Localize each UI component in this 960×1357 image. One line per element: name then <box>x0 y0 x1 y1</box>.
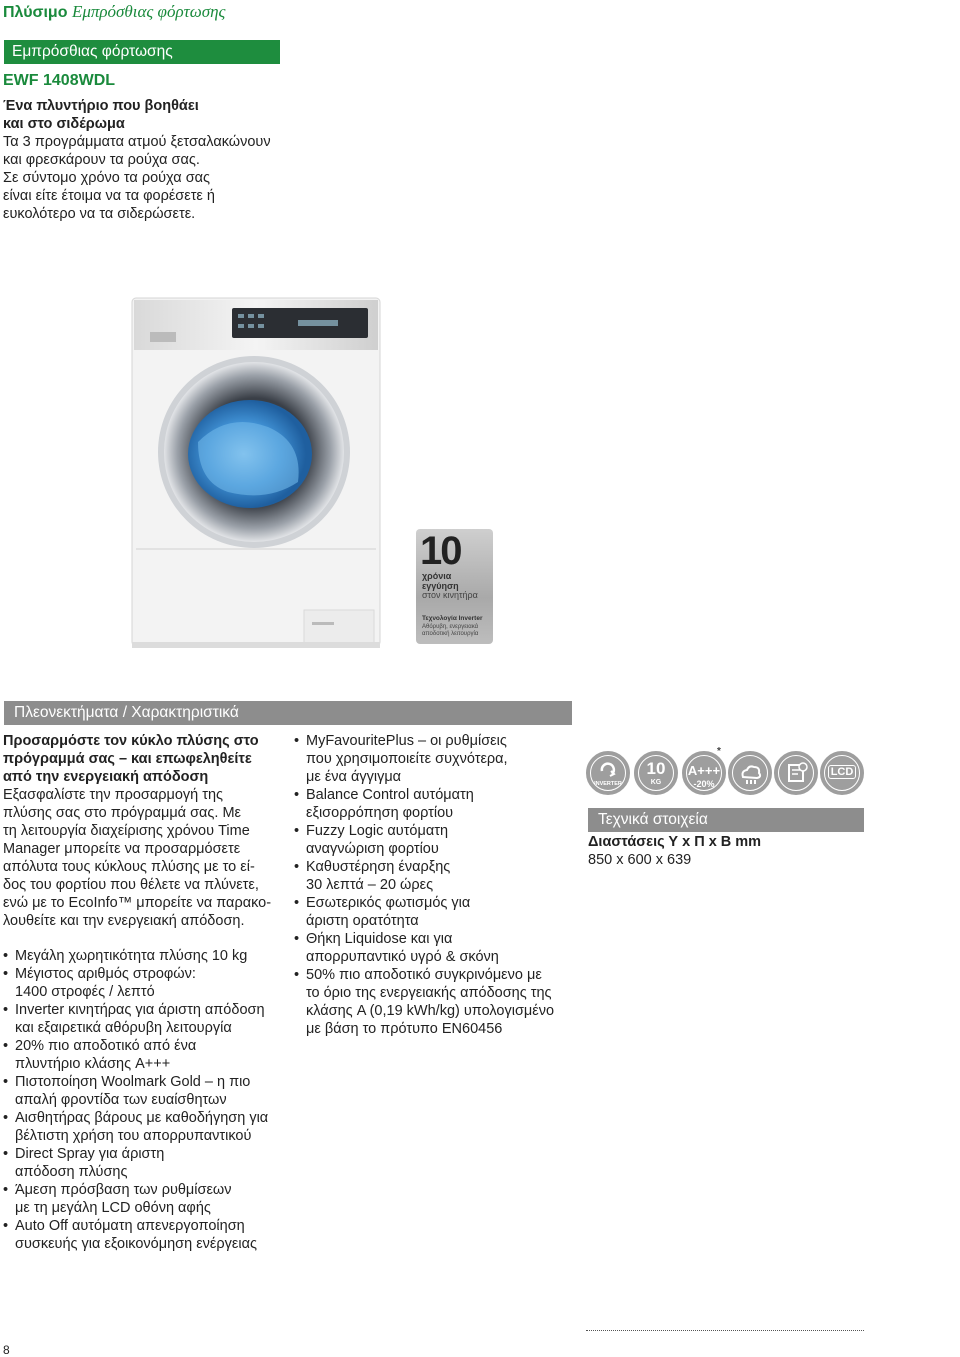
capacity-unit: KG <box>650 779 662 786</box>
intro-line: είναι είτε έτοιμα να τα φορέσετε ή <box>3 188 215 204</box>
feature-para: λουθείτε και την ενεργειακή απόδοση. <box>3 913 245 929</box>
section-title: Εμπρόσθιας φόρτωσης <box>4 40 280 64</box>
feature-para: δος του φορτίου που θέλετε να πλύνετε, <box>3 877 259 893</box>
list-item: • Πιστοποίηση Woolmark Gold – η πιο απαλή φροντίδα των ευαίσθητων <box>3 1073 283 1109</box>
list-item: • Balance Control αυτόματη εξισορρόπηση φορτίου <box>294 786 579 822</box>
dimensions-value: 850 x 600 x 639 <box>588 852 692 868</box>
list-item: • Inverter κινητήρας για άριστη απόδοση και εξαιρετικά αθόρυβη λειτουργία <box>3 1001 283 1037</box>
intro-title-1: Ένα πλυντήριο που βοηθάει <box>3 98 199 114</box>
features-column-1 <box>3 732 283 1253</box>
model-number: EWF 1408WDL <box>3 72 116 89</box>
header-category: Πλύσιμο <box>3 4 68 21</box>
inverter-icon <box>586 751 630 795</box>
warranty-line-3: στον κινητήρα <box>422 590 478 600</box>
list-item: • Θήκη Liquidose και για απορρυπαντικό υγρό & σκόνη <box>294 930 579 966</box>
list-item: • Auto Off αυτόματη απενεργοποίηση συσκευής για εξοικονόμηση ενέργειας <box>3 1217 283 1253</box>
warranty-line-1: χρόνια <box>422 571 452 581</box>
list-item: • MyFavouritePlus – οι ρυθμίσεις που χρησιμοποιείτε συχνότερα, με ένα άγγιγμα <box>294 732 579 786</box>
lcd-display-icon <box>820 751 864 795</box>
feature-para: τη λειτουργία διαχείρισης χρόνου Time <box>3 823 250 839</box>
lcd-label: LCD <box>828 765 857 779</box>
list-item: • Μεγάλη χωρητικότητα πλύσης 10 kg <box>3 947 283 965</box>
feature-heading: πρόγραμμά σας – και επωφεληθείτε <box>3 751 252 767</box>
feature-para: Manager μπορείτε να προσαρμόσετε <box>3 841 241 857</box>
tech-desc <box>422 624 492 638</box>
list-item: • Αισθητήρας βάρους με καθοδήγηση για βέλτιστη χρήση του απορρυπαντικού <box>3 1109 283 1145</box>
footer-divider <box>586 1330 864 1331</box>
intro-line: Σε σύντομο χρόνο τα ρούχα σας <box>3 170 211 186</box>
feature-para: πλύσης σας στο πρόγραμμά σας. Με <box>3 805 242 821</box>
list-item: • Άμεση πρόσβαση των ρυθμίσεων με τη μεγάλη LCD οθόνη αφής <box>3 1181 283 1217</box>
energy-saving: -20% <box>693 779 715 789</box>
intro-title-2: και στο σιδέρωμα <box>3 116 125 132</box>
list-item: • 50% πιο αποδοτικό συγκρινόμενο με το όριο της ενεργειακής απόδοσης της κλάσης A (0,19 kWh/kg) υπολογισμένο με βάση το πρότυπο EN60456 <box>294 966 579 1038</box>
steam-icon <box>728 751 772 795</box>
feature-heading: Προσαρμόστε τον κύκλο πλύσης στο <box>3 733 259 749</box>
feature-heading: από την ενεργειακή απόδοση <box>3 769 209 785</box>
warranty-years: 10 <box>420 529 461 573</box>
tech-specs-title: Τεχνικά στοιχεία <box>588 808 864 832</box>
energy-class-icon <box>682 751 726 795</box>
intro-line: και φρεσκάρουν τα ρούχα σας. <box>3 152 200 168</box>
tech-desc-2: αποδοτική λειτουργία <box>422 631 479 637</box>
tech-title: Τεχνολογία Inverter <box>422 615 483 622</box>
dimensions-label: Διαστάσεις Υ x Π x Β mm <box>588 834 762 850</box>
advantages-title: Πλεονεκτήματα / Χαρακτηριστικά <box>4 701 572 725</box>
header-subcategory: Εμπρόσθιας φόρτωσης <box>71 2 226 21</box>
warranty-label <box>422 571 459 591</box>
capacity-icon <box>634 751 678 795</box>
feature-list-2 <box>294 732 579 1038</box>
warranty-line-2: εγγύηση <box>422 581 459 591</box>
list-item: • Fuzzy Logic αυτόματη αναγνώριση φορτίου <box>294 822 579 858</box>
list-item: • Μέγιστος αριθμός στροφών: 1400 στροφές / λεπτό <box>3 965 283 1001</box>
features-column-2 <box>294 732 579 1038</box>
list-item: • 20% πιο αποδοτικό από ένα πλυντήριο κλάσης A+++ <box>3 1037 283 1073</box>
list-item: • Εσωτερικός φωτισμός για άριστη ορατότητα <box>294 894 579 930</box>
feature-para: ενώ με το EcoInfo™ μπορείτε να παρακο- <box>3 895 272 911</box>
page-number: 8 <box>3 1343 10 1357</box>
list-item: • Direct Spray για άριστη απόδοση πλύσης <box>3 1145 283 1181</box>
capacity-number: 10 <box>646 759 666 778</box>
intro-text <box>3 97 293 223</box>
energy-class: A+++ <box>687 763 721 778</box>
intro-line: ευκολότερο να τα σιδερώσετε. <box>3 206 196 222</box>
intro-line: Τα 3 προγράμματα ατμού ξετσαλακώνουν <box>3 134 271 150</box>
energy-asterisk: * <box>717 746 721 757</box>
feature-icons <box>586 746 866 797</box>
warranty-badge <box>416 529 493 644</box>
tech-desc-1: Αθόρυβη, ενεργειακά <box>422 624 479 630</box>
inverter-label: INVERTER <box>594 781 622 787</box>
washing-machine-image <box>128 292 384 652</box>
delay-timer-icon <box>774 751 818 795</box>
list-item: • Καθυστέρηση έναρξης 30 λεπτά – 20 ώρες <box>294 858 579 894</box>
feature-para: Εξασφαλίστε την προσαρμογή της <box>3 787 224 803</box>
feature-para: απόλυτα τους κύκλους πλύσης με το εί- <box>3 859 255 875</box>
page-header <box>3 2 225 22</box>
feature-list-1 <box>3 947 283 1253</box>
